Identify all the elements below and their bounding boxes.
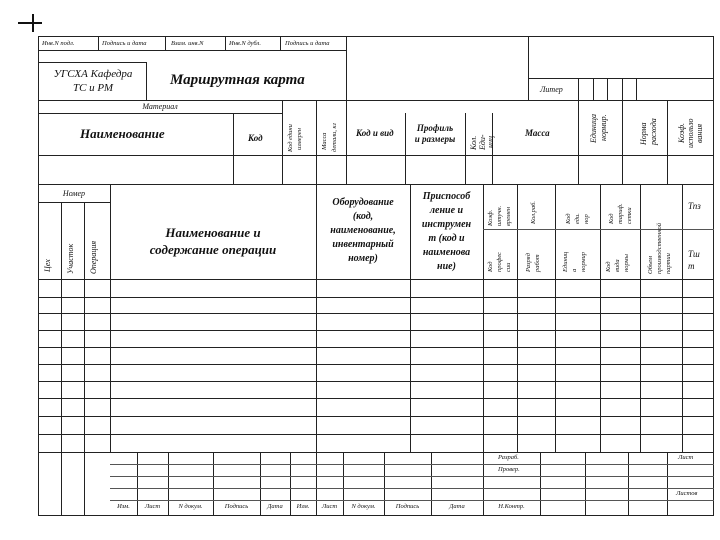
ops-coef-time-line1: Коэф. bbox=[487, 209, 494, 226]
ops-tsht-line1: Тш bbox=[688, 249, 700, 259]
ops-shop-label: Цех bbox=[43, 259, 52, 272]
ops-rank-line1: Разряд bbox=[525, 253, 532, 272]
material-code-label: Код bbox=[248, 133, 263, 143]
material-unit-code-line2: измерен bbox=[296, 127, 303, 150]
material-code-type: Код и вид bbox=[356, 128, 394, 138]
material-consumption-line1: Норма bbox=[639, 122, 648, 145]
ops-tooling-line6: ние) bbox=[437, 261, 456, 272]
rev-col-sign-2: Подпись bbox=[395, 503, 420, 510]
material-count-line2: Еди- bbox=[478, 134, 487, 150]
material-usage-line3: вания bbox=[695, 123, 704, 143]
ops-number-label: Номер bbox=[62, 189, 86, 198]
ops-section-label: Участок bbox=[66, 243, 75, 274]
ops-unit-code-line2: еди. bbox=[574, 213, 581, 224]
ops-name-line1: Наименование и bbox=[165, 225, 261, 240]
ops-tsht-line2: т bbox=[688, 261, 695, 271]
rev-col-doc-2: N докум. bbox=[351, 503, 376, 510]
ops-count-exec: Кол.раб. bbox=[530, 200, 537, 224]
rev-col-doc-1: N докум. bbox=[178, 503, 203, 510]
material-usage-line2: использо bbox=[686, 118, 695, 148]
material-profile-line1: Профиль bbox=[416, 123, 454, 133]
table-row-line bbox=[38, 347, 714, 348]
ops-rank-line2: работ bbox=[534, 254, 541, 272]
ops-unit-code-line1: Код bbox=[565, 213, 572, 224]
developed-label: Разраб. bbox=[498, 454, 519, 461]
ops-name-line2: содержание операции bbox=[149, 242, 277, 257]
stamp-inv-orig: Инв.N подл. bbox=[42, 40, 75, 47]
ops-rate-code-line2: тариф. bbox=[617, 203, 624, 224]
ops-norm-type-line2: вида bbox=[614, 259, 621, 272]
ops-norm-type-line3: нормы bbox=[623, 254, 630, 272]
corner-mark bbox=[18, 22, 42, 24]
material-mass-detail-line2: детали, кг bbox=[331, 122, 338, 152]
ops-prof-code-line1: Код bbox=[487, 261, 494, 272]
stamp-inv-dup: Инв.N дубл. bbox=[229, 40, 261, 47]
material-count-line1: Кол. bbox=[469, 135, 478, 150]
table-row-line bbox=[38, 330, 714, 331]
table-row-line bbox=[38, 416, 714, 417]
rev-col-sign-1: Подпись bbox=[224, 503, 249, 510]
rev-col-date-2: Дата bbox=[449, 503, 465, 510]
material-mass-detail-line1: Масса bbox=[321, 132, 328, 150]
ops-equipment-line4: инвентарный bbox=[332, 239, 394, 250]
sheet-label: Лист bbox=[678, 454, 694, 461]
ops-equipment-line5: номер) bbox=[348, 253, 378, 264]
ops-batch-line3: партии bbox=[665, 253, 672, 274]
stamp-replace-inv: Взам. инв.N bbox=[171, 40, 204, 47]
ops-equipment-line3: наименование, bbox=[330, 225, 396, 236]
checked-label: Провер. bbox=[498, 466, 520, 473]
ops-unit-code-line3: нор bbox=[583, 214, 590, 224]
rev-col-date-1: Дата bbox=[267, 503, 283, 510]
ops-tooling-line1: Приспособ bbox=[422, 191, 471, 202]
material-mass-label: Масса bbox=[525, 128, 550, 138]
ops-coef-time-line3: времен bbox=[505, 206, 512, 226]
material-consumption-line2: расхода bbox=[649, 118, 658, 145]
ops-batch-line1: Объем bbox=[647, 255, 654, 274]
doc-title: Маршрутная карта bbox=[170, 72, 305, 88]
ops-norm-type-line1: Код bbox=[605, 261, 612, 272]
material-unit-norm-line2: нормир. bbox=[599, 114, 608, 141]
corner-mark-v bbox=[32, 14, 34, 32]
ops-rate-code-line3: сетки bbox=[626, 207, 633, 224]
ops-unit-line1: Единиц bbox=[562, 251, 569, 272]
table-row-line bbox=[38, 434, 714, 435]
ops-tooling-line4: т (код и bbox=[428, 233, 465, 244]
ops-rate-code-line1: Код bbox=[608, 213, 615, 224]
ops-operation-label: Операция bbox=[89, 240, 98, 274]
ops-tpz-label: Тпз bbox=[688, 201, 701, 211]
material-label: Материал bbox=[142, 102, 178, 111]
ops-equipment-line1: Оборудование bbox=[332, 197, 394, 208]
material-profile-line2: и размеры bbox=[414, 134, 456, 144]
table-row-line bbox=[38, 279, 714, 280]
ops-equipment-line2: (код, bbox=[352, 211, 374, 222]
stamp-sign-date-1: Подпись и дата bbox=[102, 40, 147, 47]
ops-tooling-line2: ление и bbox=[429, 205, 464, 216]
material-unit-norm-line1: Единица bbox=[589, 114, 598, 143]
sheets-label: Листов bbox=[676, 490, 698, 497]
table-row-line bbox=[38, 364, 714, 365]
org-line-1: УГСХА Кафедра bbox=[53, 68, 133, 80]
ops-batch-line2: производственной bbox=[656, 223, 663, 274]
rev-col-change-2: Изм. bbox=[296, 503, 310, 510]
material-usage-line1: Коэф. bbox=[677, 122, 686, 143]
rev-col-change-1: Изм. bbox=[117, 503, 130, 510]
rev-col-sheet-1: Лист bbox=[144, 503, 161, 510]
ops-tooling-line5: наименова bbox=[422, 247, 471, 258]
stamp-sign-date-2: Подпись и дата bbox=[285, 40, 330, 47]
material-count-line3: ниц bbox=[486, 136, 495, 148]
ops-coef-time-line2: штучн. bbox=[496, 205, 503, 226]
rev-col-norm-control: Н.Контр. bbox=[498, 503, 525, 510]
ops-unit-line2: а bbox=[571, 268, 578, 272]
ops-prof-code-line3: сии bbox=[505, 262, 512, 272]
material-name-label: Наименование bbox=[80, 126, 165, 141]
ops-tooling-line3: инструмен bbox=[421, 219, 472, 230]
material-unit-code-line1: Код едини bbox=[287, 124, 294, 152]
org-line-2: ТС и РМ bbox=[72, 82, 114, 94]
table-row-line bbox=[38, 297, 714, 298]
table-row-line bbox=[38, 381, 714, 382]
rev-col-sheet-2: Лист bbox=[321, 503, 338, 510]
table-row-line bbox=[38, 398, 714, 399]
ops-unit-line3: нормир bbox=[580, 251, 587, 272]
ops-prof-code-line2: профес bbox=[496, 251, 503, 272]
liter-label: Литер bbox=[540, 85, 563, 94]
table-row-line bbox=[38, 313, 714, 314]
